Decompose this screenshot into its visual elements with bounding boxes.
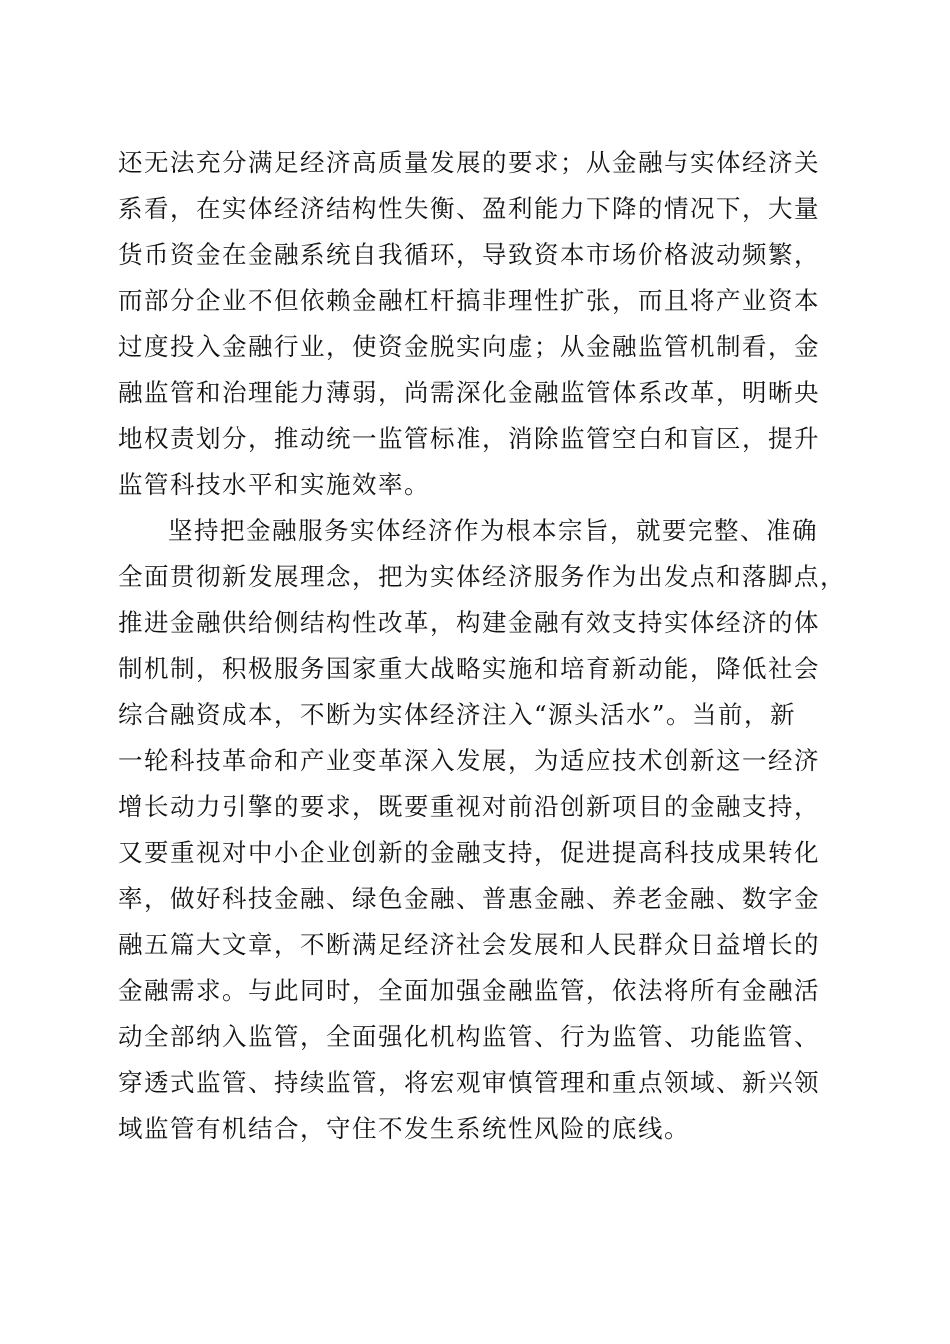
text-line: 系看，在实体经济结构性失衡、盈利能力下降的情况下，大量 [118, 194, 820, 223]
text-line: 增长动力引擎的要求，既要重视对前沿创新项目的金融支持， [118, 792, 820, 821]
text-line: 综合融资成本，不断为实体经济注入“源头活水”。当前，新 [118, 700, 797, 729]
paragraph-1 [118, 140, 828, 508]
text-line: 推进金融供给侧结构性改革，构建金融有效支持实体经济的体 [118, 608, 820, 637]
text-line: 货币资金在金融系统自我循环，导致资本市场价格波动频繁， [118, 240, 820, 269]
text-line: 动全部纳入监管，全面强化机构监管、行为监管、功能监管、 [118, 1022, 820, 1051]
text-line: 制机制，积极服务国家重大战略实施和培育新动能，降低社会 [118, 654, 820, 683]
text-line: 监管科技水平和实施效率。 [118, 470, 430, 499]
text-line: 一轮科技革命和产业变革深入发展，为适应技术创新这一经济 [118, 746, 820, 775]
text-line: 而部分企业不但依赖金融杠杆搞非理性扩张，而且将产业资本 [118, 286, 820, 315]
text-line: 融五篇大文章，不断满足经济社会发展和人民群众日益增长的 [118, 930, 820, 959]
text-line: 率，做好科技金融、绿色金融、普惠金融、养老金融、数字金 [118, 884, 820, 913]
text-line: 金融需求。与此同时，全面加强金融监管，依法将所有金融活 [118, 976, 820, 1005]
text-line: 坚持把金融服务实体经济作为根本宗旨，就要完整、准确 [168, 516, 818, 545]
text-line: 地权责划分，推动统一监管标准，消除监管空白和盲区，提升 [118, 424, 820, 453]
text-line: 又要重视对中小企业创新的金融支持，促进提高科技成果转化 [118, 838, 820, 867]
text-line: 过度投入金融行业，使资金脱实向虚；从金融监管机制看，金 [118, 332, 820, 361]
text-line: 还无法充分满足经济高质量发展的要求；从金融与实体经济关 [118, 148, 820, 177]
text-line: 全面贯彻新发展理念，把为实体经济服务作为出发点和落脚点， [118, 562, 846, 591]
text-line: 融监管和治理能力薄弱，尚需深化金融监管体系改革，明晰央 [118, 378, 820, 407]
text-line: 域监管有机结合，守住不发生系统性风险的底线。 [118, 1114, 690, 1143]
text-line: 穿透式监管、持续监管，将宏观审慎管理和重点领域、新兴领 [118, 1068, 820, 1097]
body-text [118, 140, 846, 1152]
paragraph-2 [118, 508, 846, 1152]
